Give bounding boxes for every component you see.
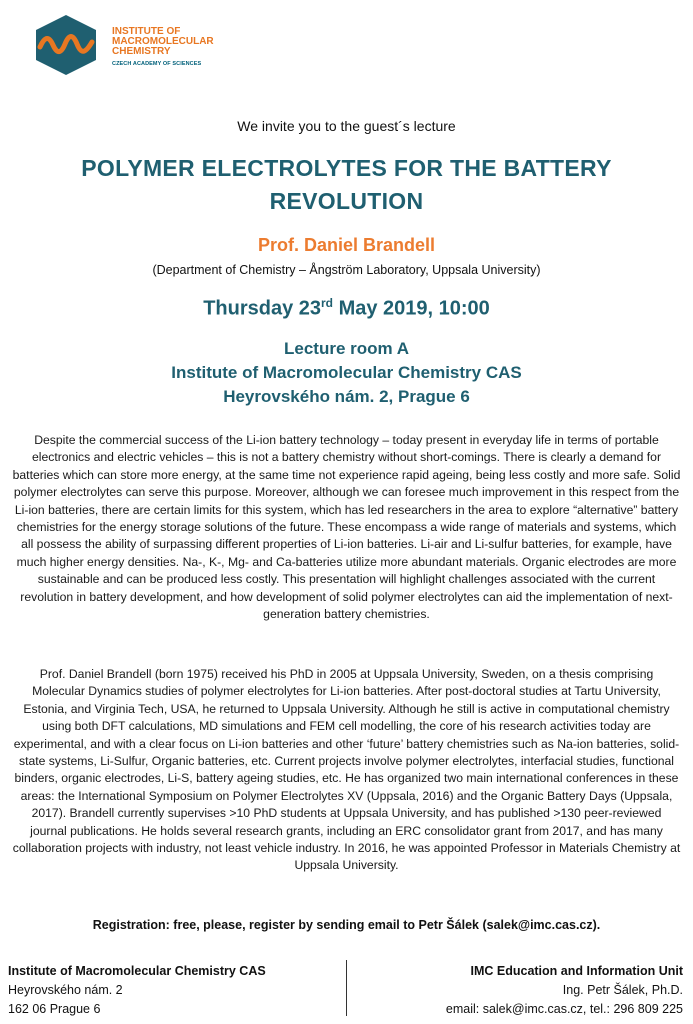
venue-address: Heyrovského nám. 2, Prague 6 [223, 387, 470, 406]
institute-logo-icon [34, 14, 98, 76]
venue-institute: Institute of Macromolecular Chemistry CAS [171, 363, 522, 382]
footer-right-person: Ing. Petr Šálek, Ph.D. [562, 983, 683, 997]
logo-line-4: CZECH ACADEMY OF SCIENCES [112, 61, 202, 67]
logo-text [112, 27, 214, 69]
bio-paragraph: Prof. Daniel Brandell (born 1975) received his PhD in 2005 at Uppsala University, Sweden, on a thesis comprising Molecular Dynamics studies of polymer electrolytes for Li-ion batteries. After post-doctoral studies at Tartu University, Estonia, and Virginia Tech, USA, he returned to Uppsala University. Although he still is active in computational chemistry using both DFT calculations, MD simulations and FEM cell modelling, the core of his research activities today are experimental, and with a clear focus on Li-ion batteries and other ‘future’ battery chemistries such as Na-ion batteries, solid-state systems, Li-Sulfur, Organic batteries, etc. Current projects involve polymer electrolytes, interfacial studies, functional binders, organic electrodes, Li-S, battery ageing studies, etc. He has organized two main international conferences in these areas: the International Symposium on Polymer Electrolytes XV (Uppsala, 2016) and the Organic Battery Days (Uppsala, 2017). Brandell currently supervises >10 PhD students at Uppsala University, and has published >130 peer-reviewed journal publications. He holds several research grants, including an ERC consolidator grant from 2017, and has many collaboration projects with industry, not least vehicle industry. In 2016, he was appointed Professor in Materials Chemistry at Uppsala University. [12, 667, 681, 873]
datetime-ordinal: rd [321, 296, 334, 310]
speaker-affiliation: (Department of Chemistry – Ångström Laboratory, Uppsala University) [152, 263, 541, 277]
registration-note: Registration: free, please, register by sending email to Petr Šálek (salek@imc.cas.cz). [92, 918, 601, 932]
lecture-title [20, 152, 673, 218]
lecture-datetime [0, 296, 693, 321]
footer-left-address: Heyrovského nám. 2 [8, 983, 123, 997]
venue-room: Lecture room A [283, 339, 409, 358]
logo-line-3: CHEMISTRY [112, 46, 171, 57]
datetime-prefix: Thursday 23 [203, 297, 322, 320]
venue [0, 337, 693, 409]
footer-institute [8, 962, 266, 1019]
invitation-text: We invite you to the guest´s lecture [237, 118, 456, 134]
footer-right-title: IMC Education and Information Unit [470, 964, 683, 978]
datetime-rest: May 2019, 10:00 [333, 297, 490, 320]
footer-left-title: Institute of Macromolecular Chemistry CAS [8, 964, 266, 978]
lecture-title-line-2: REVOLUTION [269, 188, 424, 214]
footer-contact [446, 962, 683, 1019]
footer-left-city: 162 06 Prague 6 [8, 1002, 101, 1016]
footer-divider [346, 960, 347, 1016]
footer-right-contact: email: salek@imc.cas.cz, tel.: 296 809 225 [445, 1002, 683, 1016]
logo-line-1: INSTITUTE OF [112, 26, 181, 37]
speaker-name: Prof. Daniel Brandell [257, 235, 436, 255]
logo-line-2: MACROMOLECULAR [112, 36, 214, 47]
abstract-paragraph: Despite the commercial success of the Li-ion battery technology – today present in everyday life in terms of portable electronics and electric vehicles – this is not a battery chemistry without short-comings. There is clearly a demand for batteries which can store more energy, at the same time not experience rapid ageing, being less costly and more safe. Solid polymer electrolytes can serve this purpose. Moreover, although we can foresee much improvement in this respect from the Li-ion batteries, there are certain limits for this system, which has led researchers in the area to explore “alternative” battery chemistries for the energy storage solutions of the future. These encompass a wide range of materials and systems, which all possess the ability of surpassing different properties of Li-ion batteries. Li-air and Li-sulfur batteries, for example, have much higher energy densities. Na-, K-, Mg- and Ca-batteries utilize more abundant materials. Organic electrodes are more sustainable and can be produced less costly. This presentation will highlight challenges associated with the current revolution in battery development, and how development of solid polymer electrolytes can aid the implementation of next-generation battery chemistries. [12, 433, 681, 622]
lecture-title-line-1: POLYMER ELECTROLYTES FOR THE BATTERY [81, 155, 612, 181]
